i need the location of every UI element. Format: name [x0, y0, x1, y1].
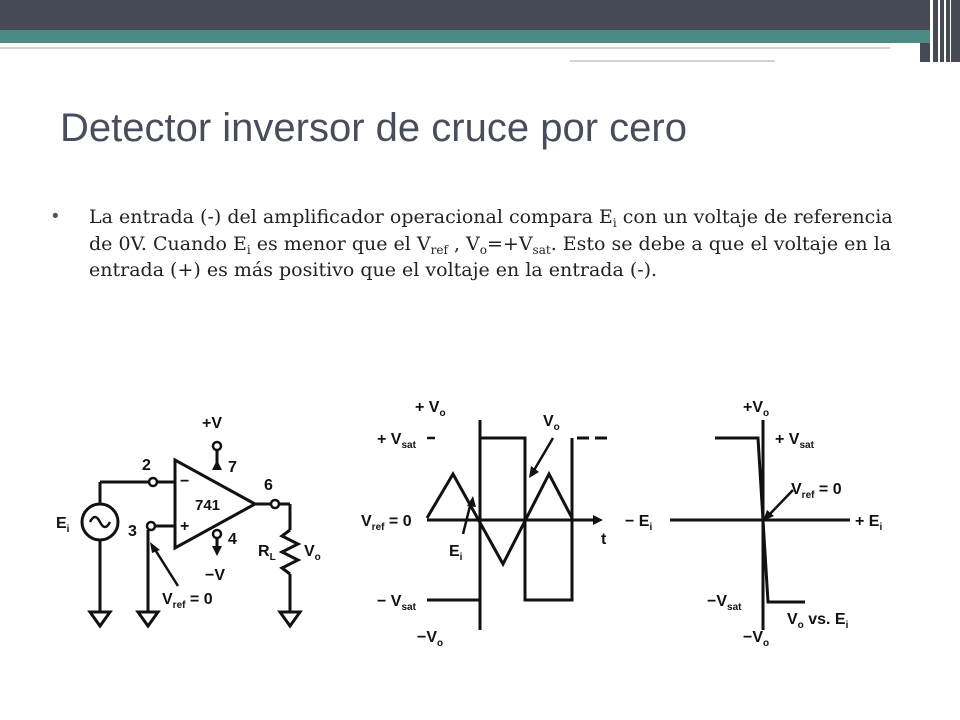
svg-text:−V: −V — [205, 567, 226, 584]
transfer-diagram — [625, 390, 900, 655]
divider-line — [0, 47, 890, 49]
header-bar — [0, 0, 960, 30]
svg-text:+ Vsat: + $V_{sat}$ — [775, 431, 814, 451]
svg-text:−Vsat: $-V_{sat}$ — [707, 593, 742, 613]
svg-text:Ei: $E_i$ — [56, 515, 70, 535]
svg-text:+: + — [180, 518, 190, 535]
ground-symbol — [280, 612, 300, 626]
svg-text:+ Vo: + $V_o$ — [415, 399, 446, 419]
ground-symbol — [138, 612, 158, 626]
svg-text:+V: +V — [202, 415, 223, 432]
svg-text:Vo: $V_o$ — [304, 543, 321, 563]
svg-text:−: − — [180, 473, 190, 490]
svg-text:−Vo: $-V_o$ — [417, 629, 444, 649]
bullet-text: La entrada (-) del amplificador operacional compara $E_i$ con un voltaje de referencia de 0V. Cuando $E_i$ es menor que el $V_{ref}$ , $V_o=+V_{sat}$. Esto se debe a que el voltaje en la entrada (+) es más positivo que el voltaje en la entrada (-). — [89, 206, 893, 281]
svg-text:Ei: $E_i$ — [449, 543, 463, 563]
svg-text:− Vsat: − $V_{sat}$ — [377, 593, 416, 613]
bullet-item — [52, 204, 912, 284]
waveform-diagram — [355, 390, 620, 655]
svg-text:Vo: $V_o$ — [543, 413, 560, 433]
svg-text:Vref = 0: $V_{ref} = 0$ — [791, 481, 842, 501]
ground-symbol — [90, 612, 110, 626]
slide-title: Detector inversor de cruce por cero — [60, 106, 687, 150]
circuit-diagram — [50, 390, 340, 650]
svg-text:+ Vsat: + $V_{sat}$ — [377, 431, 416, 451]
accent-bar — [0, 30, 930, 43]
svg-text:6: 6 — [264, 477, 273, 494]
svg-text:3: 3 — [128, 523, 137, 540]
svg-text:t: t — [601, 531, 607, 548]
svg-text:Vref = 0: $V_{ref} = 0$ — [162, 591, 213, 611]
svg-text:7: 7 — [228, 459, 237, 476]
svg-text:− Ei: − $E_i$ — [625, 513, 653, 533]
svg-text:741: 741 — [195, 497, 221, 514]
svg-text:+ Ei: + $E_i$ — [855, 513, 883, 533]
svg-text:RL: $R_L$ — [258, 543, 276, 563]
svg-text:+Vo: $+V_o$ — [743, 399, 770, 419]
svg-text:Vo vs. Ei: $V_o$ vs. $E_i$ — [787, 611, 849, 631]
bullet-dot: • — [52, 206, 59, 227]
svg-text:Vref = 0: $V_{ref} = 0$ — [361, 513, 412, 533]
svg-text:−Vo: $-V_o$ — [743, 629, 770, 649]
svg-text:4: 4 — [228, 531, 237, 548]
svg-text:2: 2 — [142, 457, 151, 474]
divider-line-short — [570, 60, 775, 62]
